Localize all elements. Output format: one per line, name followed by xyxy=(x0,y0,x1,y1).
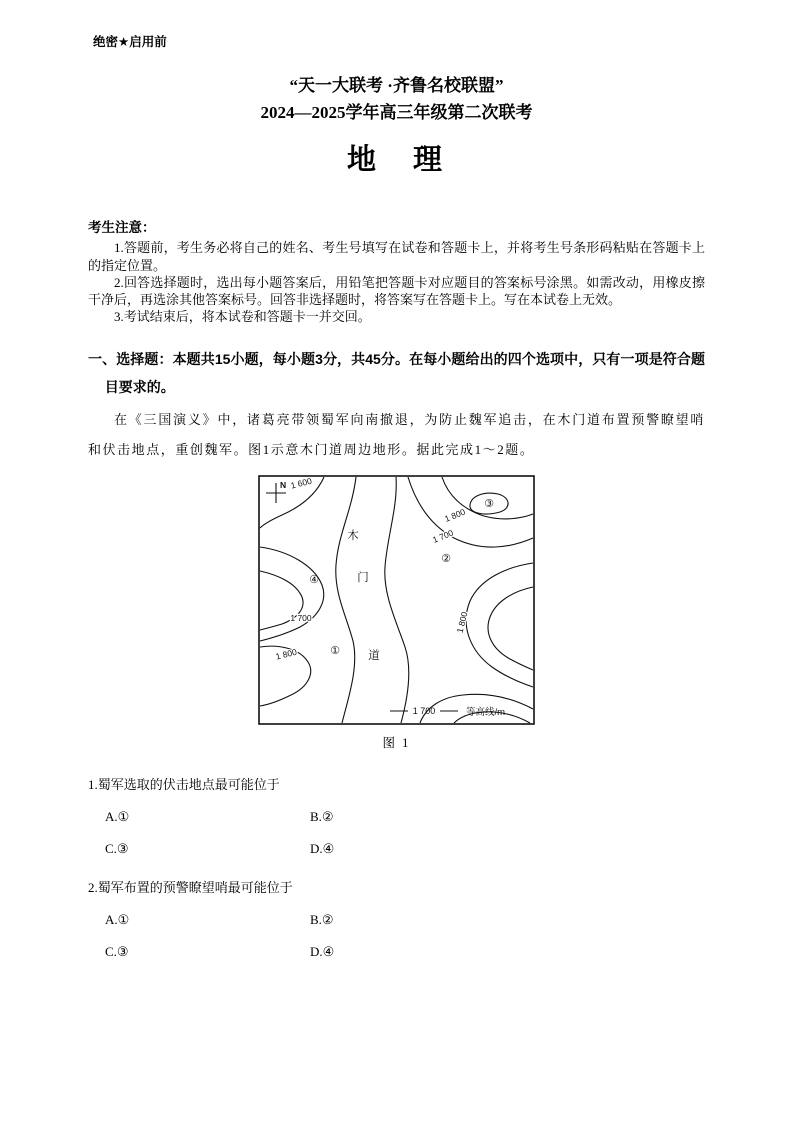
question-2 xyxy=(88,878,705,961)
contour-label-1800-right: 1 800 xyxy=(454,610,470,634)
section-1-header: 一、选择题：本题共15小题，每小题3分，共45分。在每小题给出的四个选项中，只有一项是符合题目要求的。 xyxy=(88,351,705,396)
contour-label-1700-left: 1 700 xyxy=(290,612,312,623)
question-2-text: 2.蜀军布置的预警瞭望哨最可能位于 xyxy=(88,879,293,895)
map-point-4: ④ xyxy=(309,573,319,586)
map-point-2: ② xyxy=(441,552,451,565)
question-2-options xyxy=(105,911,705,960)
map-point-3: ③ xyxy=(484,497,494,510)
question-1-option-d: D.④ xyxy=(310,840,335,856)
map-point-1: ① xyxy=(330,644,340,657)
question-2-option-c: C.③ xyxy=(105,943,129,959)
road-char-men: 门 xyxy=(357,571,369,584)
notice-item-1: 1.答题前，考生务必将自己的姓名、考生号填写在试卷和答题卡上，并将考生号条形码粘贴在答题卡上的指定位置。 xyxy=(88,240,705,273)
legend-contour-value: 1 700 xyxy=(412,705,436,716)
notice-heading: 考生注意： xyxy=(88,220,156,236)
question-1 xyxy=(88,775,705,858)
legend-contour-label: 等高线/m xyxy=(466,706,506,718)
question-2-option-b: B.② xyxy=(310,912,334,928)
question-1-text: 1.蜀军选取的伏击地点最可能位于 xyxy=(88,776,280,792)
contour-label-1800-bottomleft: 1 800 xyxy=(274,646,298,662)
contour-label-1800-topright: 1 800 xyxy=(443,506,467,524)
secrecy-label: 绝密★启用前 xyxy=(93,35,167,49)
road-char-mu: 木 xyxy=(347,529,359,542)
question-2-option-d: D.④ xyxy=(310,943,335,959)
question-1-option-b: B.② xyxy=(310,809,334,825)
contour-map xyxy=(258,475,535,725)
exam-alliance-title: “天一大联考 ·齐鲁名校联盟” xyxy=(289,76,504,95)
question-2-option-a: A.① xyxy=(105,912,130,928)
contour-map-figure xyxy=(258,475,535,751)
notice-item-2: 2.回答选择题时，选出每小题答案后，用铅笔把答题卡对应题目的答案标号涂黑。如需改动，用橡皮擦干净后，再选涂其他答案标号。回答非选择题时，将答案写在答题卡上。写在本试卷上无效。 xyxy=(88,274,705,307)
contour-label-1600-top: 1 600 xyxy=(289,475,313,491)
figure-caption: 图 1 xyxy=(382,735,411,750)
notice-item-3: 3.考试结束后，将本试卷和答题卡一并交回。 xyxy=(114,309,371,325)
subject-title: 地 理 xyxy=(346,143,446,176)
road-char-dao: 道 xyxy=(368,649,380,662)
question-1-option-c: C.③ xyxy=(105,840,129,856)
contour-label-1700-topright: 1 700 xyxy=(431,527,455,545)
candidate-notice xyxy=(88,216,705,325)
exam-session-title: 2024—2025学年高三年级第二次联考 xyxy=(260,102,533,122)
question-stem-intro: 在《三国演义》中，诸葛亮带领蜀军向南撤退，为防止魏军追击，在木门道布置预警瞭望哨和伏击地点，重创魏军。图1示意木门道周边地形。据此完成1～2题。 xyxy=(88,412,705,458)
north-label: N xyxy=(280,479,287,490)
question-1-options xyxy=(105,808,705,857)
question-1-option-a: A.① xyxy=(105,809,130,825)
